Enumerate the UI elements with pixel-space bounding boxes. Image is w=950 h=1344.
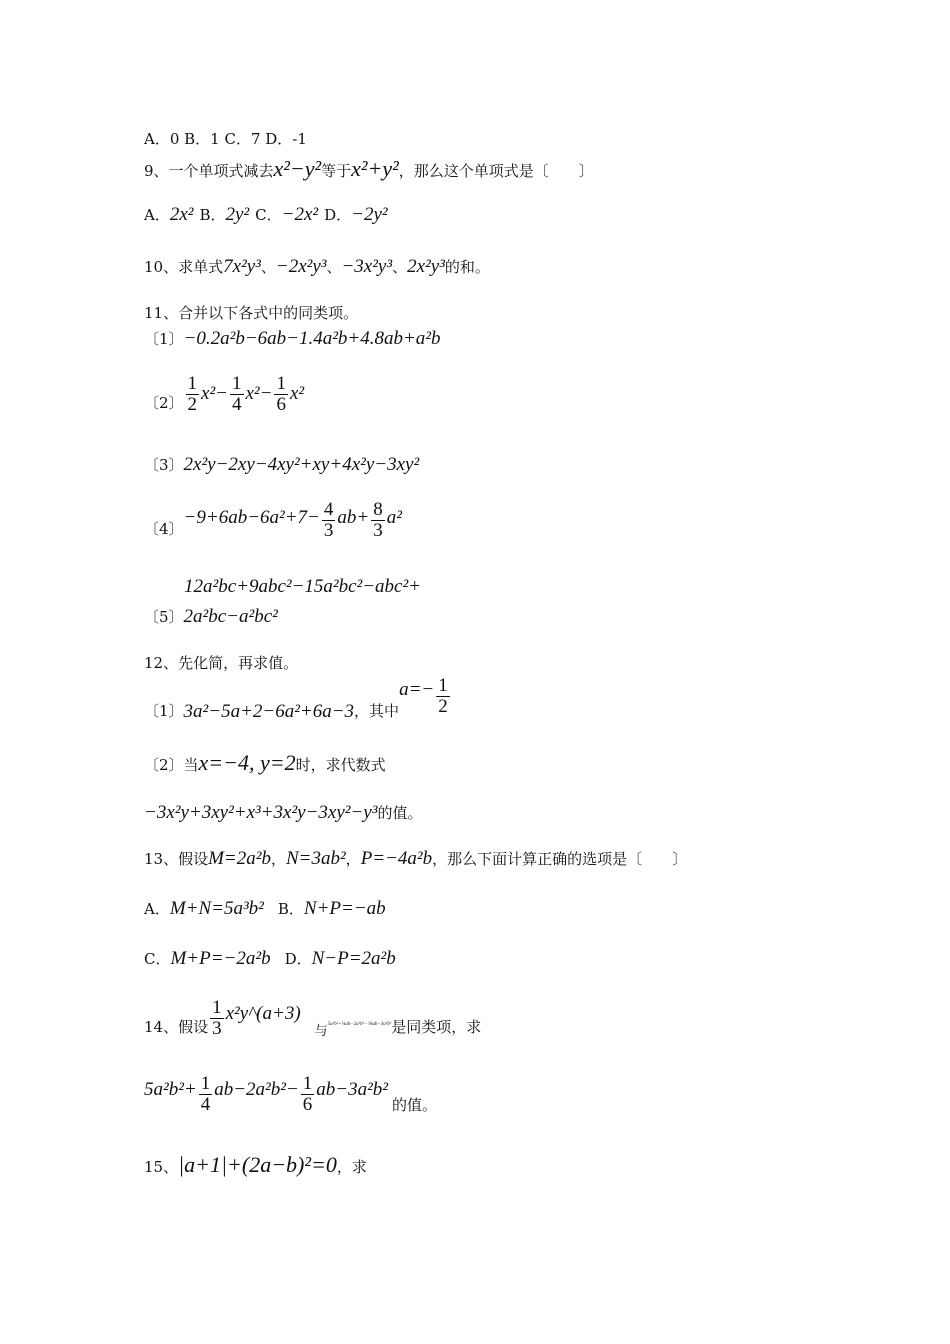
q11-title: 11、合并以下各式中的同类项。 <box>144 304 359 322</box>
q12-title: 12、先化简，再求值。 <box>144 654 299 672</box>
frac-denominator: 2 <box>187 393 198 415</box>
q14-prefix: 14、假设 <box>144 1017 209 1036</box>
q14-expr-line <box>144 1074 437 1115</box>
q9-question <box>144 156 594 182</box>
q11-p2-term-2: x²− <box>245 382 273 404</box>
q14-expr-a: 5a²b²+ <box>144 1078 197 1100</box>
q11-p1-expr: −0.2a²b−6ab−1.4a²b+4.8ab+a²b <box>183 328 441 349</box>
frac-numerator: 1 <box>302 1073 313 1094</box>
q13-opt-a: M+N=5a³b² <box>169 898 264 919</box>
q13-options-ab <box>144 898 386 920</box>
q11-part-2 <box>144 374 304 415</box>
q10-suffix: 的和。 <box>444 258 490 276</box>
q14-end: 的值。 <box>391 1095 437 1114</box>
q12-p1-mid: ，其中 <box>354 701 400 720</box>
q9-suffix: ，那么这个单项式是〔 〕 <box>398 162 594 180</box>
q12-part-2 <box>144 750 386 776</box>
q11-p4-label: 〔4〕 <box>144 519 184 538</box>
q13-sep-1: ， <box>270 850 286 868</box>
q12-p1-condition: a=− <box>399 678 435 700</box>
q12-p2-condition: x=−4, y=2 <box>198 750 296 775</box>
q11-p2-term-1: x²− <box>201 382 228 404</box>
q8-options: A．0 B．1 C．7 D．-1 <box>144 130 307 148</box>
q13-suffix: ，那么下面计算正确的选项是〔 〕 <box>432 850 688 868</box>
frac-denominator: 3 <box>373 519 383 541</box>
q14-frac-1 <box>199 1074 213 1115</box>
q12-title-line <box>144 652 298 673</box>
q15-suffix: ，求 <box>336 1158 367 1176</box>
q13-opt-a-label: A． <box>144 900 170 918</box>
q9-options <box>144 204 388 226</box>
q8-options-line <box>144 128 307 149</box>
q13-opt-d-label: D． <box>284 950 312 968</box>
q12-p2-expr: −3x²y+3xy²+x³+3x²y−3xy²−y³ <box>144 802 378 823</box>
q11-part-3 <box>144 454 419 476</box>
q11-p4-frac-1 <box>322 500 336 541</box>
q14-frac <box>210 998 224 1039</box>
q11-p2-frac-2 <box>230 374 244 415</box>
q11-part-4 <box>144 500 402 541</box>
frac-denominator: 2 <box>438 695 448 717</box>
q10-question <box>144 256 490 278</box>
q9-opt-a-label: A． <box>144 206 170 224</box>
q14-question <box>144 998 481 1039</box>
frac-denominator: 4 <box>200 1093 211 1115</box>
q15-prefix: 15、 <box>144 1158 179 1176</box>
q11-p4-part-a: −9+6ab−6a²+7− <box>183 506 320 528</box>
q11-part-5-line-1 <box>184 576 421 598</box>
q11-p2-frac-3 <box>274 374 288 415</box>
q14-expr-c: ab−3a²b² <box>316 1078 388 1100</box>
q11-p2-frac-1 <box>186 374 200 415</box>
q13-opt-c: M+P=−2a²b <box>170 948 271 969</box>
q14-term: x²y^(a+3) <box>225 1002 301 1024</box>
q12-part-2-expr-line <box>144 802 422 824</box>
q15-expr: |a+1|+(2a−b)²=0 <box>178 1152 337 1177</box>
q10-term-3: −3x²y³ <box>341 256 393 277</box>
q13-m: M=2a²b <box>208 848 271 869</box>
q11-p4-part-b: ab+ <box>337 506 370 528</box>
q12-p2-suffix: 时，求代数式 <box>295 756 386 774</box>
q15-question <box>144 1152 367 1178</box>
q11-part-1 <box>144 328 441 350</box>
q11-p2-label: 〔2〕 <box>144 393 184 412</box>
q12-p2-label: 〔2〕当 <box>144 756 199 774</box>
frac-denominator: 4 <box>232 393 242 415</box>
q10-sep-2: 、 <box>326 258 342 276</box>
q11-part-5-line-2 <box>144 606 278 628</box>
q11-title-line <box>144 302 358 323</box>
q12-part-1 <box>144 676 452 723</box>
q11-p5-label: 〔5〕 <box>144 608 184 626</box>
q13-options-cd <box>144 948 396 970</box>
q9-opt-b-label: B． <box>199 206 226 224</box>
q13-opt-c-label: C． <box>144 950 171 968</box>
q12-p2-end: 的值。 <box>377 804 423 822</box>
q13-n: N=3ab² <box>285 848 346 869</box>
q11-p3-label: 〔3〕 <box>144 456 184 474</box>
q14-expr-b: ab−2a²b²− <box>214 1078 299 1100</box>
frac-denominator: 6 <box>302 1093 313 1115</box>
q13-sep-2: ， <box>345 850 361 868</box>
frac-numerator: 1 <box>276 373 286 394</box>
q9-expr1: x²−y² <box>273 156 322 181</box>
frac-denominator: 3 <box>323 519 334 541</box>
q13-opt-b-label: B． <box>277 900 304 918</box>
q14-mid: 与 <box>314 1023 328 1039</box>
q11-p5-expr-line-1: 12a²bc+9abc²−15a²bc²−abc²+ <box>184 576 421 597</box>
q9-mid: 等于 <box>321 162 352 180</box>
q10-sep-1: 、 <box>260 258 276 276</box>
frac-denominator: 6 <box>276 393 286 415</box>
frac-numerator: 1 <box>232 373 242 394</box>
q10-sep-3: 、 <box>392 258 408 276</box>
frac-numerator: 1 <box>438 675 448 696</box>
q11-p4-part-c: a² <box>386 506 402 528</box>
q9-opt-b: 2y² <box>225 204 250 225</box>
q13-opt-b: N+P=−ab <box>303 898 386 919</box>
q13-prefix: 13、假设 <box>144 850 209 868</box>
q14-frac-2 <box>301 1074 315 1115</box>
q14-tiny-expr: 5a²b²+¼ab−2a²b²−⅙ab−3a²b² <box>327 1021 392 1027</box>
q14-suffix: 是同类项，求 <box>391 1017 482 1036</box>
q9-expr2: x²+y² <box>351 156 399 181</box>
q12-p1-expr: 3a²−5a+2−6a²+6a−3 <box>183 700 355 722</box>
frac-numerator: 1 <box>200 1073 211 1094</box>
q9-opt-a: 2x² <box>169 204 194 225</box>
q9-opt-d: −2y² <box>351 204 388 225</box>
frac-numerator: 1 <box>187 373 198 394</box>
q11-p3-expr: 2x²y−2xy−4xy²+xy+4x²y−3xy² <box>183 454 420 475</box>
q10-term-4: 2x²y³ <box>407 256 445 277</box>
q11-p2-term-3: x² <box>289 382 305 404</box>
frac-denominator: 3 <box>212 1017 222 1039</box>
q13-question <box>144 848 687 870</box>
q9-opt-c-label: C． <box>255 206 282 224</box>
frac-numerator: 4 <box>323 499 334 520</box>
q9-opt-c: −2x² <box>281 204 319 225</box>
q11-p5-expr-line-2: 2a²bc−a²bc² <box>183 606 278 627</box>
q12-p1-label: 〔1〕 <box>144 701 184 720</box>
q10-term-1: 7x²y³ <box>223 256 261 277</box>
q13-p: P=−4a²b <box>360 848 433 869</box>
q10-term-2: −2x²y³ <box>275 256 327 277</box>
frac-numerator: 8 <box>373 499 383 520</box>
q13-opt-d: N−P=2a²b <box>311 948 396 969</box>
q11-p1-label: 〔1〕 <box>144 330 184 348</box>
frac-numerator: 1 <box>212 997 222 1018</box>
q10-prefix: 10、求单式 <box>144 258 224 276</box>
q9-prefix: 9、一个单项式减去 <box>144 162 274 180</box>
q9-opt-d-label: D． <box>324 206 352 224</box>
q12-p1-frac <box>436 676 450 717</box>
q11-p4-frac-2 <box>371 500 385 541</box>
